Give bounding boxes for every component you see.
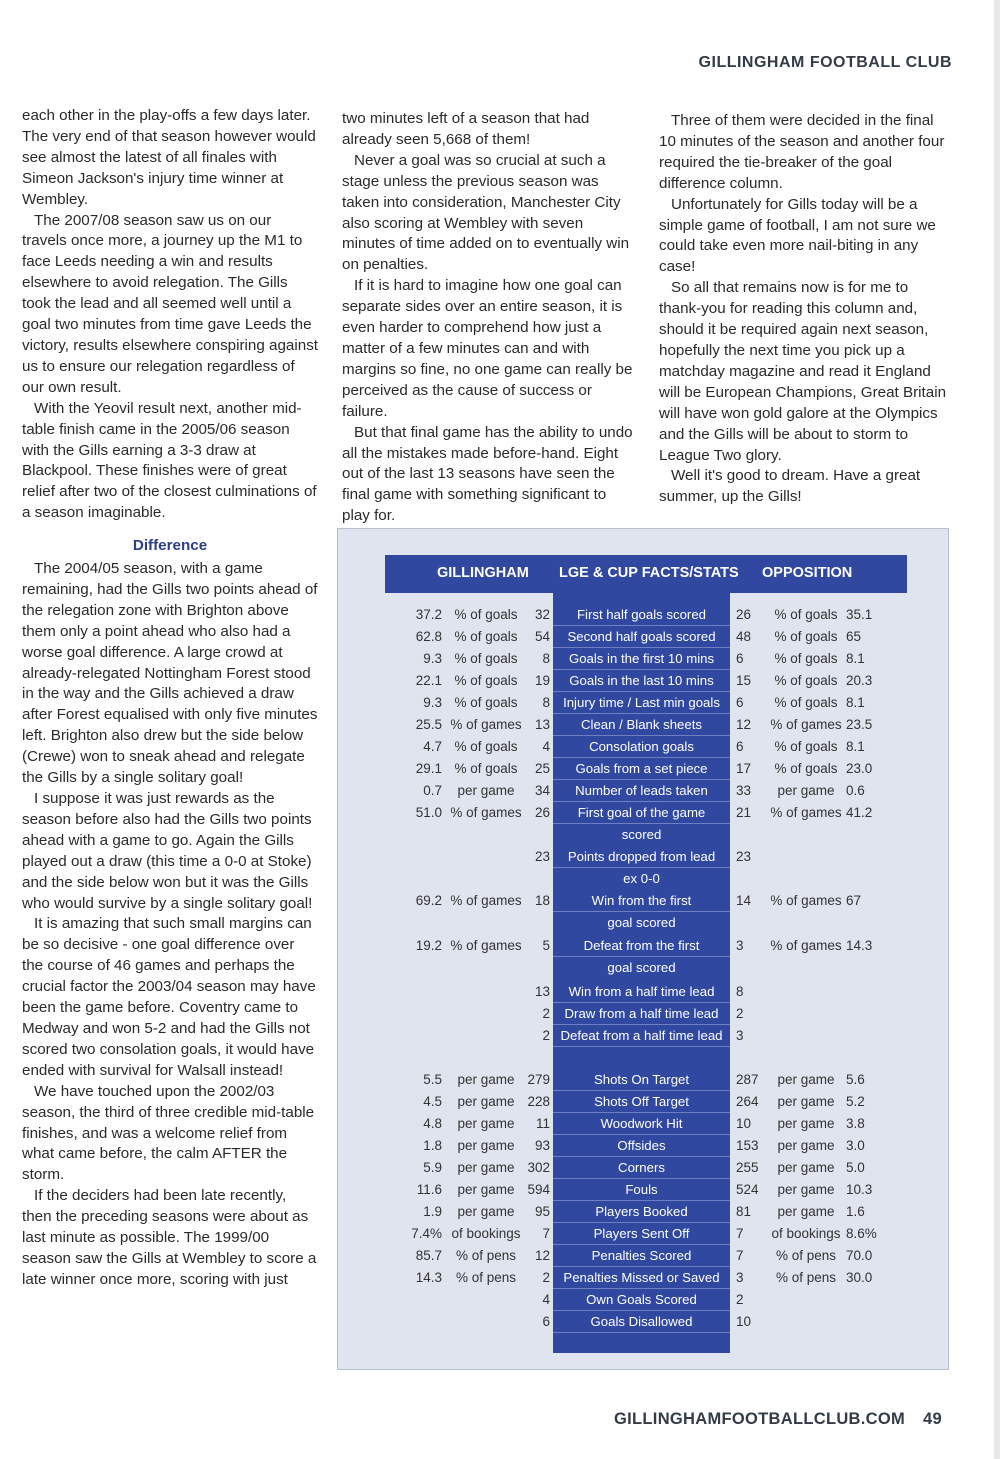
stats-row [338, 670, 950, 692]
opposition-stat-percent: 5.2 [846, 1094, 865, 1109]
stats-row [338, 1025, 950, 1047]
gills-stat-value: 8 [542, 695, 550, 710]
opposition-stat-value: 3 [736, 1028, 744, 1043]
opposition-stat-percent: 3.0 [846, 1138, 865, 1153]
gills-stat-unit: per game [457, 1138, 515, 1153]
gills-stat-unit: % of goals [454, 673, 518, 688]
stat-label: Clean / Blank sheets [581, 717, 702, 732]
opposition-stat-value: 7 [736, 1226, 744, 1241]
paragraph: We have touched upon the 2002/03 season, the third of three credible mid-table finishes, and was a welcome relief from what came before, the calm AFTER the storm. [22, 1082, 315, 1184]
stats-row [338, 1157, 950, 1179]
gills-stat-value: 25 [534, 761, 550, 776]
stats-row [338, 1289, 950, 1311]
gills-stat-unit: % of games [450, 938, 522, 953]
opposition-stat-value: 6 [736, 695, 744, 710]
gills-stat-percent: 11.6 [416, 1182, 442, 1197]
stats-panel [337, 528, 949, 1370]
gills-stat-value: 12 [534, 1248, 550, 1263]
gills-stat-value: 95 [534, 1204, 550, 1219]
opposition-stat-percent: 23.0 [846, 761, 873, 776]
gills-stat-unit: % of goals [454, 629, 518, 644]
opposition-stat-value: 3 [736, 938, 744, 953]
gills-stat-unit: % of goals [454, 651, 518, 666]
article-column-2 [342, 109, 637, 527]
paragraph: Unfortunately for Gills today will be a simple game of football, I am not sure we could take even more nail-biting in any case! [659, 195, 936, 276]
gills-stat-value: 13 [534, 984, 550, 999]
gills-stat-value: 279 [527, 1072, 550, 1087]
opposition-stat-percent: 41.2 [846, 805, 873, 820]
gills-stat-percent: 5.9 [423, 1160, 442, 1175]
opposition-stat-unit: per game [777, 1160, 835, 1175]
stats-row [338, 714, 950, 736]
stat-label: Fouls [625, 1182, 658, 1197]
gills-stat-value: 2 [542, 1006, 550, 1021]
opposition-stat-percent: 8.1 [846, 651, 865, 666]
opposition-stat-percent: 5.6 [846, 1072, 865, 1087]
gills-stat-percent: 29.1 [415, 761, 442, 776]
stats-row [338, 981, 950, 1003]
opposition-stat-percent: 23.5 [846, 717, 873, 732]
paragraph: Three of them were decided in the final 10 minutes of the season and another four required the tie-breaker of the goal difference column. [659, 112, 945, 192]
opposition-stat-value: 287 [736, 1072, 759, 1087]
stats-row [338, 1091, 950, 1113]
opposition-stat-value: 255 [736, 1160, 759, 1175]
opposition-stat-value: 2 [736, 1006, 744, 1021]
gills-stat-percent: 69.2 [415, 893, 442, 908]
opposition-stat-unit: % of games [770, 893, 842, 908]
row-divider [553, 1332, 730, 1333]
stats-row [338, 802, 950, 842]
stat-label: Injury time / Last min goals [563, 695, 720, 710]
opposition-stat-value: 153 [736, 1138, 759, 1153]
paragraph: So all that remains now is for me to thank-you for reading this column and, should it be required again next season, hopefully the next time you pick up a matchday magazine and read it England will be European Champions, Great Britain will have won gold galore at the Olympics and the Gills will be about to storm to League Two glory. [659, 279, 947, 464]
gills-stat-unit: % of games [450, 717, 522, 732]
opposition-stat-unit: per game [777, 783, 835, 798]
gills-stat-unit: % of goals [454, 761, 518, 776]
stats-header-right: OPPOSITION [762, 565, 853, 581]
stats-row [338, 604, 950, 626]
gills-stat-unit: % of goals [454, 739, 518, 754]
gills-stat-unit: per game [457, 1204, 515, 1219]
stat-label: Shots Off Target [594, 1094, 689, 1109]
opposition-stat-unit: per game [777, 1204, 835, 1219]
opposition-stat-value: 10 [736, 1314, 752, 1329]
stats-header-bar [385, 555, 907, 593]
gills-stat-value: 4 [542, 739, 550, 754]
gills-stat-value: 6 [542, 1314, 550, 1329]
opposition-stat-unit: % of goals [774, 607, 838, 622]
stat-label-continued: goal scored [607, 915, 676, 930]
stats-row [338, 1245, 950, 1267]
stat-label: Second half goals scored [567, 629, 716, 644]
gills-stat-value: 23 [534, 849, 550, 864]
opposition-stat-percent: 67 [846, 893, 862, 908]
opposition-stat-value: 23 [736, 849, 752, 864]
gills-stat-unit: % of games [450, 805, 522, 820]
stat-label: Shots On Target [593, 1072, 690, 1087]
stat-label: Woodwork Hit [600, 1116, 683, 1131]
stat-label-continued: goal scored [607, 960, 676, 975]
gills-stat-percent: 4.8 [423, 1116, 442, 1131]
gills-stat-unit: % of games [450, 893, 522, 908]
stats-row [338, 935, 950, 975]
gills-stat-unit: % of pens [455, 1270, 517, 1285]
gills-stat-unit: per game [457, 1116, 515, 1131]
stat-label: Goals from a set piece [575, 761, 708, 776]
stat-label: Win from the first [591, 893, 692, 908]
stat-label: First half goals scored [577, 607, 706, 622]
opposition-stat-value: 10 [736, 1116, 752, 1131]
opposition-stat-value: 264 [736, 1094, 759, 1109]
gills-stat-unit: per game [457, 1182, 515, 1197]
gills-stat-value: 13 [534, 717, 550, 732]
stats-row [338, 1223, 950, 1245]
paragraph: If the deciders had been late recently, then the preceding seasons were about as last minute as possible. The 1999/00 season saw the Gills at Wembley to score a late winner once more, scoring with just [22, 1187, 317, 1288]
paragraph: If it is hard to imagine how one goal can separate sides over an entire season, it is even harder to comprehend how just a matter of a few minutes can and with margins so fine, no one game can really be perceived as the cause of success or failure. [342, 277, 633, 420]
stats-header-middle: LGE & CUP FACTS/STATS [559, 565, 739, 581]
stats-row [338, 1267, 950, 1289]
gills-stat-value: 54 [534, 629, 550, 644]
opposition-stat-unit: % of games [770, 805, 842, 820]
gills-stat-percent: 1.8 [423, 1138, 442, 1153]
gills-stat-value: 11 [535, 1116, 550, 1131]
stat-label: Penalties Missed or Saved [563, 1270, 720, 1285]
paragraph: Well it's good to dream. Have a great summer, up the Gills! [659, 467, 921, 506]
gills-stat-value: 34 [534, 783, 550, 798]
gills-stat-value: 8 [542, 651, 550, 666]
gills-stat-unit: % of goals [454, 607, 518, 622]
opposition-stat-percent: 35.1 [846, 607, 873, 622]
opposition-stat-value: 6 [736, 739, 744, 754]
opposition-stat-percent: 8.1 [846, 739, 865, 754]
opposition-stat-percent: 65 [846, 629, 862, 644]
opposition-stat-unit: % of goals [774, 695, 838, 710]
opposition-stat-value: 26 [736, 607, 752, 622]
opposition-stat-value: 6 [736, 651, 744, 666]
opposition-stat-value: 21 [736, 805, 752, 820]
opposition-stat-percent: 10.3 [846, 1182, 873, 1197]
gills-stat-percent: 62.8 [415, 629, 442, 644]
gills-stat-percent: 19.2 [415, 938, 442, 953]
opposition-stat-value: 15 [736, 673, 752, 688]
opposition-stat-value: 12 [736, 717, 752, 732]
opposition-stat-percent: 30.0 [846, 1270, 873, 1285]
running-header: GILLINGHAM FOOTBALL CLUB [698, 54, 952, 71]
gills-stat-percent: 14.3 [415, 1270, 442, 1285]
opposition-stat-value: 48 [736, 629, 752, 644]
stats-row [338, 1113, 950, 1135]
stat-label: Penalties Scored [591, 1248, 692, 1263]
paragraph: It is amazing that such small margins can be so decisive - one goal difference over the course of 46 games and perhaps the crucial factor the 2003/04 season may have been the game before. Coventry came to Medway and won 5-2 and had the Gills not scored two consolation goals, it would have ended with survival for Walsall instead! [22, 915, 316, 1079]
gills-stat-percent: 9.3 [423, 695, 442, 710]
opposition-stat-unit: % of games [770, 717, 842, 732]
opposition-stat-unit: % of goals [774, 651, 838, 666]
stat-label-continued: ex 0-0 [623, 871, 660, 886]
stats-header-left: GILLINGHAM [437, 565, 529, 581]
opposition-stat-unit: % of games [770, 938, 842, 953]
opposition-stat-unit: per game [777, 1138, 835, 1153]
paragraph: Never a goal was so crucial at such a stage unless the previous season was taken into consideration, Manchester City also scoring at Wembley with seven minutes of time added on to eventually win on penalties. [342, 151, 630, 274]
opposition-stat-value: 2 [736, 1292, 744, 1307]
stat-label: Consolation goals [589, 739, 694, 754]
page-edge-shadow [994, 0, 1000, 1459]
opposition-stat-percent: 1.6 [846, 1204, 865, 1219]
paragraph: two minutes left of a season that had already seen 5,668 of them! [342, 110, 590, 148]
opposition-stat-value: 33 [736, 783, 752, 798]
gills-stat-value: 594 [527, 1182, 550, 1197]
opposition-stat-unit: of bookings [771, 1226, 841, 1241]
gills-stat-percent: 9.3 [423, 651, 442, 666]
article-column-3 [659, 111, 953, 508]
stat-label: Players Sent Off [593, 1226, 690, 1241]
paragraph: With the Yeovil result next, another mid-table finish came in the 2005/06 season with the Gills earning a 3-3 draw at Blackpool. These finishes were of great relief after two of the closest culminations of a season imaginable. [22, 399, 317, 522]
stats-row [338, 1069, 950, 1091]
stat-label: Players Booked [595, 1204, 688, 1219]
stat-label: Own Goals Scored [586, 1292, 697, 1307]
gills-stat-percent: 51.0 [415, 805, 442, 820]
gills-stat-value: 2 [542, 1028, 550, 1043]
opposition-stat-value: 524 [736, 1182, 759, 1197]
stats-row [338, 736, 950, 758]
stat-label: Goals Disallowed [590, 1314, 693, 1329]
opposition-stat-unit: per game [777, 1094, 835, 1109]
row-divider [553, 1046, 730, 1047]
page-footer [614, 1410, 942, 1429]
gills-stat-value: 5 [542, 938, 550, 953]
opposition-stat-value: 17 [736, 761, 752, 776]
opposition-stat-unit: per game [777, 1116, 835, 1131]
paragraph: The 2007/08 season saw us on our travels once more, a journey up the M1 to face Leeds needing a win and results elsewhere to avoid relegation. The Gills took the lead and all seemed well until a goal two minutes from time gave Leeds the victory, results elsewhere conspiring against us to ensure our relegation regardless of our own result. [22, 211, 319, 396]
gills-stat-unit: of bookings [451, 1226, 521, 1241]
gills-stat-value: 19 [534, 673, 550, 688]
stat-label: Goals in the last 10 mins [569, 673, 714, 688]
paragraph: But that final game has the ability to undo all the mistakes made before-hand. Eight out of the last 13 seasons have seen the final game with something significant to play for. [342, 423, 633, 525]
gills-stat-value: 2 [542, 1270, 550, 1285]
footer-website: GILLINGHAMFOOTBALLCLUB.COM [614, 1410, 906, 1428]
stats-row [338, 1179, 950, 1201]
opposition-stat-value: 8 [736, 984, 744, 999]
gills-stat-unit: per game [457, 1160, 515, 1175]
gills-stat-value: 302 [527, 1160, 550, 1175]
opposition-stat-percent: 3.8 [846, 1116, 865, 1131]
section-subheading: Difference [132, 537, 208, 555]
gills-stat-percent: 7.4% [411, 1226, 442, 1241]
stats-row [338, 1135, 950, 1157]
opposition-stat-unit: % of goals [774, 629, 838, 644]
opposition-stat-value: 7 [736, 1248, 744, 1263]
gills-stat-percent: 22.1 [415, 673, 442, 688]
gills-stat-percent: 25.5 [415, 717, 442, 732]
stat-label: Defeat from the first [583, 938, 700, 953]
stat-label: Draw from a half time lead [564, 1006, 719, 1021]
opposition-stat-unit: % of goals [774, 673, 838, 688]
gills-stat-percent: 4.7 [423, 739, 442, 754]
opposition-stat-percent: 8.6% [846, 1226, 877, 1241]
paragraph: each other in the play-offs a few days later. The very end of that season however would see almost the latest of all finales with Simeon Jackson's injury time winner at Wembley. [22, 107, 316, 208]
opposition-stat-percent: 14.3 [846, 938, 873, 953]
page-number: 49 [923, 1410, 942, 1428]
stat-label: Offsides [617, 1138, 666, 1153]
gills-stat-percent: 1.9 [423, 1204, 442, 1219]
opposition-stat-percent: 5.0 [846, 1160, 865, 1175]
opposition-stat-value: 14 [736, 893, 752, 908]
stats-row [338, 1311, 950, 1333]
stats-row [338, 692, 950, 714]
opposition-stat-percent: 0.6 [846, 783, 865, 798]
gills-stat-percent: 4.5 [423, 1094, 442, 1109]
opposition-stat-unit: % of pens [775, 1248, 837, 1263]
stats-row [338, 758, 950, 780]
stat-label: First goal of the game [577, 805, 706, 820]
stat-label-continued: scored [621, 827, 662, 842]
gills-stat-percent: 85.7 [415, 1248, 442, 1263]
gills-stat-unit: per game [457, 783, 515, 798]
opposition-stat-unit: per game [777, 1072, 835, 1087]
stats-row [338, 1201, 950, 1223]
gills-stat-unit: % of pens [455, 1248, 517, 1263]
article-column-1 [22, 106, 318, 1291]
opposition-stat-unit: % of goals [774, 761, 838, 776]
gills-stat-value: 228 [527, 1094, 550, 1109]
gills-stat-percent: 37.2 [415, 607, 442, 622]
opposition-stat-value: 3 [736, 1270, 744, 1285]
gills-stat-unit: per game [457, 1072, 515, 1087]
gills-stat-value: 4 [542, 1292, 550, 1307]
gills-stat-value: 26 [534, 805, 550, 820]
opposition-stat-percent: 70.0 [846, 1248, 873, 1263]
stat-label: Defeat from a half time lead [560, 1028, 723, 1043]
gills-stat-value: 32 [534, 607, 550, 622]
paragraph: The 2004/05 season, with a game remaining, had the Gills two points ahead of the relegation zone with Brighton above them only a point ahead who also had a worse goal difference. A large crowd at already-relegated Nottingham Forest stood in the way and the Gills achieved a draw after Forest equalised with only five minutes left. Brighton also drew but the side below (Crewe) won to sneak ahead and relegate the Gills by a single solitary goal! [22, 560, 318, 787]
gills-stat-unit: per game [457, 1094, 515, 1109]
stat-label: Win from a half time lead [568, 984, 715, 999]
stat-label: Goals in the first 10 mins [568, 651, 715, 666]
stats-row [338, 890, 950, 930]
gills-stat-unit: % of goals [454, 695, 518, 710]
gills-stat-percent: 5.5 [423, 1072, 442, 1087]
stats-row [338, 846, 950, 886]
paragraph: I suppose it was just rewards as the season before also had the Gills two points ahead with a game to go. Again the Gills played out a draw (this time a 0-0 at Stoke) and the side below won but it was the Gills who would survive by a single solitary goal! [22, 790, 313, 912]
stat-label: Points dropped from lead [567, 849, 716, 864]
stats-row [338, 648, 950, 670]
stats-row [338, 780, 950, 802]
opposition-stat-percent: 20.3 [846, 673, 873, 688]
stat-label: Corners [618, 1160, 665, 1175]
gills-stat-value: 93 [534, 1138, 550, 1153]
stats-row [338, 626, 950, 648]
gills-stat-value: 7 [542, 1226, 550, 1241]
opposition-stat-value: 81 [736, 1204, 752, 1219]
stats-row [338, 1003, 950, 1025]
gills-stat-value: 18 [534, 893, 550, 908]
stat-label: Number of leads taken [575, 783, 708, 798]
gills-stat-percent: 0.7 [423, 783, 442, 798]
opposition-stat-unit: per game [777, 1182, 835, 1197]
opposition-stat-unit: % of goals [774, 739, 838, 754]
opposition-stat-unit: % of pens [775, 1270, 837, 1285]
opposition-stat-percent: 8.1 [846, 695, 865, 710]
